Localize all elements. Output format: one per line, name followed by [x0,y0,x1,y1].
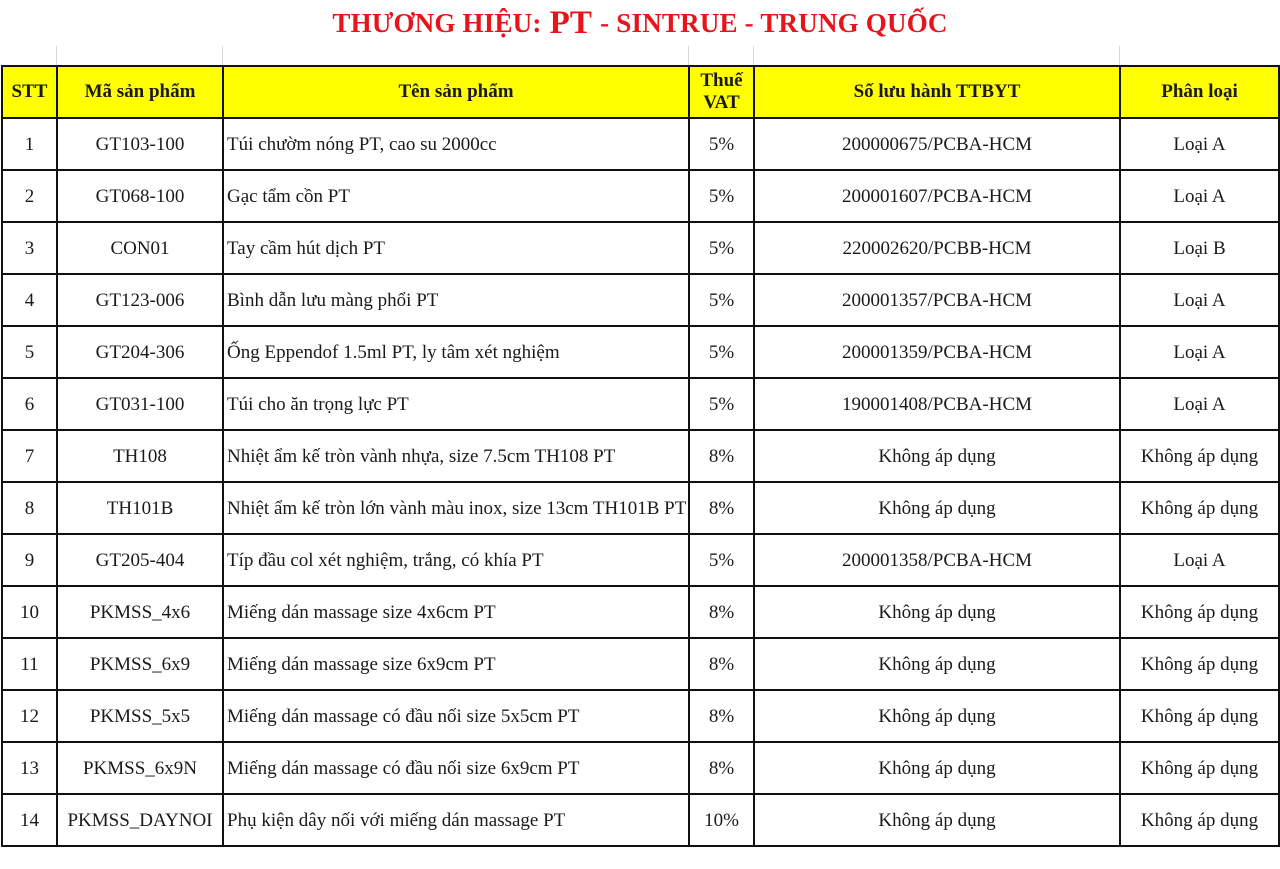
cell-name: Bình dẫn lưu màng phổi PT [223,274,689,326]
cell-stt: 14 [2,794,57,846]
col-header-code: Mã sản phẩm [57,66,223,118]
table-row [2,274,1279,326]
cell-name: Túi chườm nóng PT, cao su 2000cc [223,118,689,170]
cell-stt: 7 [2,430,57,482]
cell-vat: 8% [689,690,754,742]
cell-name: Típ đầu col xét nghiệm, trắng, có khía PT [223,534,689,586]
cell-registration: Không áp dụng [754,690,1120,742]
cell-vat: 8% [689,638,754,690]
gridline [688,46,689,65]
cell-code: CON01 [57,222,223,274]
table-row [2,794,1279,846]
gridline [1119,46,1120,65]
gridline [753,46,754,65]
table-row [2,742,1279,794]
gridline [222,46,223,65]
cell-code: GT031-100 [57,378,223,430]
cell-code: GT123-006 [57,274,223,326]
cell-stt: 1 [2,118,57,170]
table-row [2,430,1279,482]
title-prefix: THƯƠNG HIỆU: [332,7,542,38]
col-header-name: Tên sản phẩm [223,66,689,118]
table-row [2,118,1279,170]
table-row [2,690,1279,742]
cell-code: TH108 [57,430,223,482]
cell-code: PKMSS_6x9 [57,638,223,690]
sheet-title [0,0,1280,46]
col-header-stt: STT [2,66,57,118]
cell-category: Loại A [1120,118,1279,170]
cell-name: Ống Eppendof 1.5ml PT, ly tâm xét nghiệm [223,326,689,378]
table-row [2,586,1279,638]
product-table [1,65,1280,847]
cell-vat: 8% [689,742,754,794]
cell-vat: 10% [689,794,754,846]
cell-stt: 8 [2,482,57,534]
cell-registration: 200001358/PCBA-HCM [754,534,1120,586]
gridline [56,46,57,65]
cell-stt: 11 [2,638,57,690]
cell-name: Miếng dán massage có đầu nối size 5x5cm PT [223,690,689,742]
cell-category: Loại B [1120,222,1279,274]
cell-category: Không áp dụng [1120,742,1279,794]
cell-vat: 5% [689,170,754,222]
cell-category: Loại A [1120,170,1279,222]
table-row [2,534,1279,586]
cell-vat: 5% [689,222,754,274]
cell-name: Miếng dán massage có đầu nối size 6x9cm PT [223,742,689,794]
cell-category: Không áp dụng [1120,430,1279,482]
cell-registration: 220002620/PCBB-HCM [754,222,1120,274]
cell-code: GT205-404 [57,534,223,586]
table-row [2,378,1279,430]
title-suffix: - SINTRUE - TRUNG QUỐC [600,7,948,38]
cell-vat: 8% [689,586,754,638]
cell-stt: 2 [2,170,57,222]
cell-name: Túi cho ăn trọng lực PT [223,378,689,430]
title-brand: PT [549,4,593,41]
header-row [2,66,1279,118]
cell-category: Loại A [1120,274,1279,326]
cell-stt: 6 [2,378,57,430]
cell-code: GT103-100 [57,118,223,170]
cell-category: Không áp dụng [1120,638,1279,690]
cell-code: PKMSS_4x6 [57,586,223,638]
cell-name: Gạc tẩm cồn PT [223,170,689,222]
cell-name: Nhiệt ẩm kế tròn vành nhựa, size 7.5cm TH108 PT [223,430,689,482]
cell-vat: 8% [689,430,754,482]
cell-code: GT204-306 [57,326,223,378]
cell-vat: 5% [689,534,754,586]
cell-stt: 9 [2,534,57,586]
cell-code: PKMSS_6x9N [57,742,223,794]
cell-category: Không áp dụng [1120,794,1279,846]
cell-registration: 200000675/PCBA-HCM [754,118,1120,170]
empty-spacer-row [0,46,1280,65]
cell-category: Loại A [1120,378,1279,430]
table-row [2,638,1279,690]
cell-registration: 190001408/PCBA-HCM [754,378,1120,430]
cell-category: Không áp dụng [1120,482,1279,534]
cell-stt: 12 [2,690,57,742]
col-header-registration: Số lưu hành TTBYT [754,66,1120,118]
cell-registration: Không áp dụng [754,482,1120,534]
cell-stt: 4 [2,274,57,326]
cell-registration: 200001357/PCBA-HCM [754,274,1120,326]
cell-stt: 5 [2,326,57,378]
col-header-category: Phân loại [1120,66,1279,118]
cell-category: Loại A [1120,326,1279,378]
cell-name: Tay cầm hút dịch PT [223,222,689,274]
cell-code: GT068-100 [57,170,223,222]
table-row [2,222,1279,274]
cell-registration: Không áp dụng [754,586,1120,638]
table-row [2,482,1279,534]
cell-vat: 5% [689,118,754,170]
cell-code: TH101B [57,482,223,534]
cell-vat: 5% [689,378,754,430]
cell-name: Phụ kiện dây nối với miếng dán massage PT [223,794,689,846]
table-row [2,170,1279,222]
table-row [2,326,1279,378]
cell-name: Nhiệt ẩm kế tròn lớn vành màu inox, size 13cm TH101B PT [223,482,689,534]
cell-name: Miếng dán massage size 6x9cm PT [223,638,689,690]
cell-registration: Không áp dụng [754,794,1120,846]
cell-name: Miếng dán massage size 4x6cm PT [223,586,689,638]
cell-vat: 5% [689,274,754,326]
cell-registration: Không áp dụng [754,742,1120,794]
cell-registration: 200001359/PCBA-HCM [754,326,1120,378]
cell-vat: 5% [689,326,754,378]
cell-vat: 8% [689,482,754,534]
cell-registration: Không áp dụng [754,638,1120,690]
cell-code: PKMSS_5x5 [57,690,223,742]
cell-category: Không áp dụng [1120,586,1279,638]
cell-code: PKMSS_DAYNOI [57,794,223,846]
cell-stt: 10 [2,586,57,638]
cell-registration: 200001607/PCBA-HCM [754,170,1120,222]
col-header-vat: Thuế VAT [689,66,754,118]
cell-category: Không áp dụng [1120,690,1279,742]
cell-stt: 3 [2,222,57,274]
cell-registration: Không áp dụng [754,430,1120,482]
cell-category: Loại A [1120,534,1279,586]
cell-stt: 13 [2,742,57,794]
